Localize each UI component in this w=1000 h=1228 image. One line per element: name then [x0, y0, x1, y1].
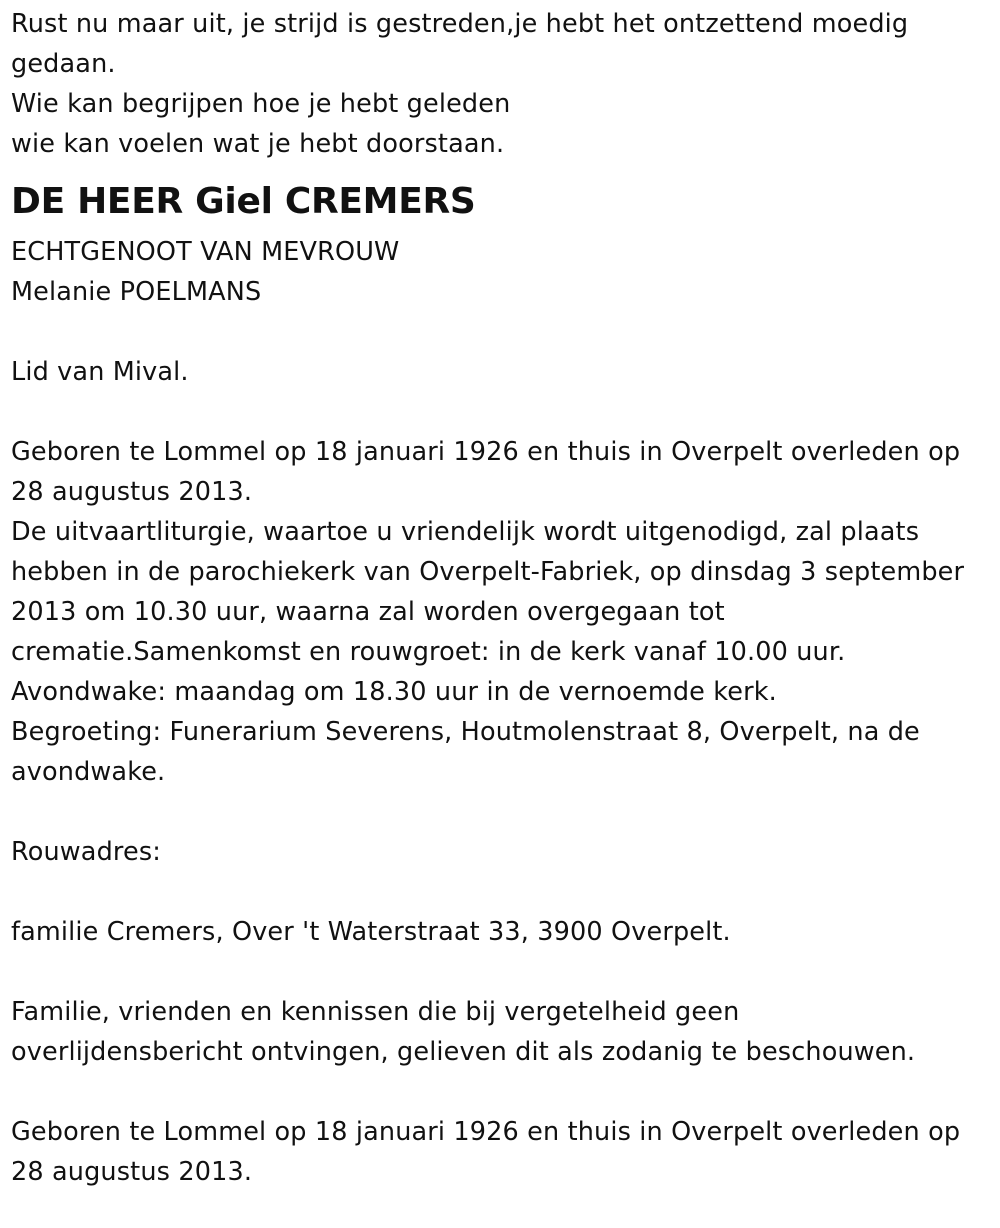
address-label: Rouwadres: — [11, 837, 161, 867]
poem-line: wie kan voelen wat je hebt doorstaan. — [11, 129, 505, 159]
details-line: Begroeting: Funerarium Severens, Houtmolenstraat 8, Overpelt, na de — [11, 717, 920, 747]
poem-block — [11, 4, 996, 164]
spacer — [11, 312, 996, 352]
spouse-block — [11, 232, 996, 312]
details-line: avondwake. — [11, 757, 166, 787]
poem-line: Rust nu maar uit, je strijd is gestreden,je hebt het ontzettend moedig — [11, 9, 909, 39]
notice-line: Familie, vrienden en kennissen die bij vergetelheid geen — [11, 997, 740, 1027]
footer-line: Geboren te Lommel op 18 januari 1926 en thuis in Overpelt overleden op — [11, 1117, 961, 1147]
poem-line: Wie kan begrijpen hoe je hebt geleden — [11, 89, 511, 119]
spacer — [11, 872, 996, 912]
footer-block — [11, 1112, 996, 1192]
notice-line: overlijdensbericht ontvingen, gelieven dit als zodanig te beschouwen. — [11, 1037, 916, 1067]
details-line: Geboren te Lommel op 18 januari 1926 en thuis in Overpelt overleden op — [11, 437, 961, 467]
details-line: 28 augustus 2013. — [11, 477, 253, 507]
address-text: familie Cremers, Over 't Waterstraat 33, 3900 Overpelt. — [11, 917, 731, 947]
deceased-name-heading: DE HEER Giel CREMERS — [11, 181, 476, 222]
spouse-line: ECHTGENOOT VAN MEVROUW — [11, 237, 400, 267]
details-line: De uitvaartliturgie, waartoe u vriendelijk wordt uitgenodigd, zal plaats — [11, 517, 920, 547]
details-line: 2013 om 10.30 uur, waarna zal worden overgegaan tot — [11, 597, 725, 627]
spacer — [11, 392, 996, 432]
details-block — [11, 432, 996, 792]
spouse-line: Melanie POELMANS — [11, 277, 262, 307]
membership-text: Lid van Mival. — [11, 357, 189, 387]
spacer — [11, 952, 996, 992]
details-line: Avondwake: maandag om 18.30 uur in de vernoemde kerk. — [11, 677, 777, 707]
poem-line: gedaan. — [11, 49, 116, 79]
notice-block — [11, 992, 996, 1072]
spacer — [11, 792, 996, 832]
obituary-document — [11, 4, 996, 1192]
footer-line: 28 augustus 2013. — [11, 1157, 253, 1187]
details-line: crematie.Samenkomst en rouwgroet: in de kerk vanaf 10.00 uur. — [11, 637, 846, 667]
details-line: hebben in de parochiekerk van Overpelt-Fabriek, op dinsdag 3 september — [11, 557, 965, 587]
spacer — [11, 1072, 996, 1112]
